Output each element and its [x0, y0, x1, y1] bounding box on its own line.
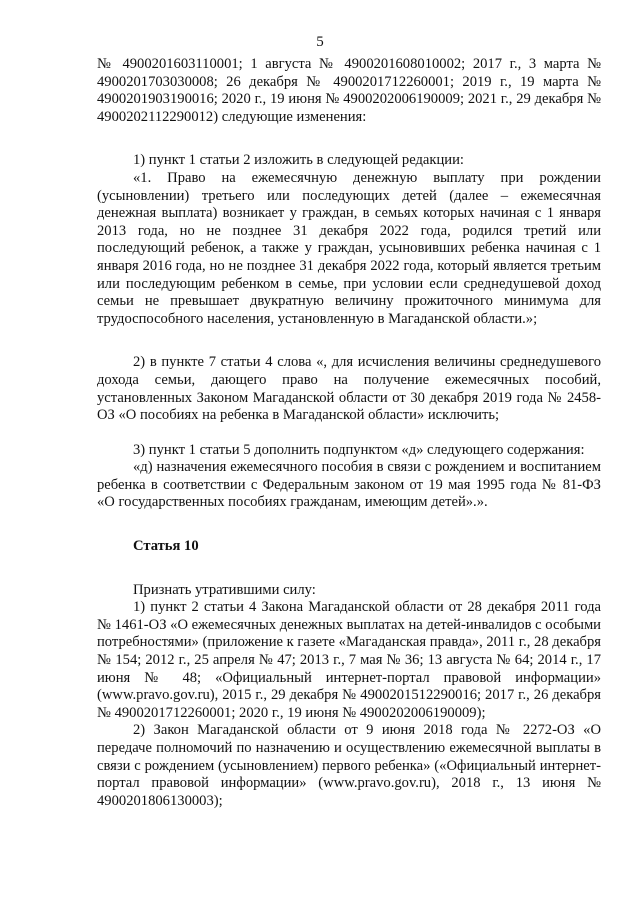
paragraph-intro: Признать утратившими силу:: [133, 581, 316, 598]
paragraph-quote-1: «1. Право на ежемесячную денежную выплату при рождении (усыновлении) третьего или последующих детей (далее – ежемесячная денежная выплата) возникает у граждан, в семьях которых начиная с 1 января 2013 года, но не позднее 31 декабря 2022 года, родился третий или последующий ребенок, а также у граждан, усыновивших ребенка начиная с 1 января 2016 года, но не позднее 31 декабря 2022 года, который является третьим или последующим ребенком в семье, при условии если среднедушевой доход семьи не превышает двукратную величину прожиточного минимума для трудоспособного населения, установленную в Магаданской области.»;: [97, 169, 601, 327]
article-heading: Статья 10: [133, 538, 199, 555]
paragraph-quote-2: «д) назначения ежемесячного пособия в связи с рождением и воспитанием ребенка в соответствии с Федеральным законом от 19 мая 1995 года № 81-ФЗ «О государственных пособиях гражданам, имеющим детей».».: [97, 459, 601, 511]
paragraph-repeal-1: 1) пункт 2 статьи 4 Закона Магаданской области от 28 декабря 2011 года № 1461-ОЗ «О ежемесячных денежных выплатах на детей-инвалидов с особыми потребностями» (приложение к газете «Магаданская правда», 2011 г., 28 декабря № 154; 2012 г., 25 апреля № 47; 2013 г., 7 мая № 36; 13 августа № 64; 2014 г., 17 июня № 48; «Официальный интернет-портал правовой информации» (www.pravo.gov.ru), 2015 г., 29 декабря № 4900201512290016; 2017 г., 26 декабря № 4900201712260001; 2020 г., 19 июня № 4900202006190009);: [97, 599, 601, 721]
page-number: 5: [316, 34, 324, 50]
paragraph-item-3: 3) пункт 1 статьи 5 дополнить подпунктом «д» следующего содержания:: [133, 441, 585, 458]
paragraph-continuation: № 4900201603110001; 1 августа № 4900201608010002; 2017 г., 3 марта № 4900201703030008; 26 декабря № 4900201712260001; 2019 г., 19 марта № 4900201903190016; 2020 г., 19 июня № 4900202006190009; 2021 г., 29 декабря № 4900202112290012) следующие изменения:: [97, 56, 601, 125]
document-body: [97, 56, 601, 810]
paragraph-item-1: 1) пункт 1 статьи 2 изложить в следующей редакции:: [133, 152, 464, 169]
paragraph-item-2: 2) в пункте 7 статьи 4 слова «, для исчисления величины среднедушевого дохода семьи, дающего право на получение ежемесячных пособий, установленных Законом Магаданской области от 30 декабря 2019 года № 2458-ОЗ «О пособиях на ребенка в Магаданской области» исключить;: [97, 354, 601, 424]
paragraph-repeal-2: 2) Закон Магаданской области от 9 июня 2018 года № 2272-ОЗ «О передаче полномочий по назначению и осуществлению ежемесячной выплаты в связи с рождением (усыновлением) первого ребенка» («Официальный интернет-портал правовой информации» (www.pravo.gov.ru), 2018 г., 13 июня № 4900201806130003);: [97, 722, 601, 809]
